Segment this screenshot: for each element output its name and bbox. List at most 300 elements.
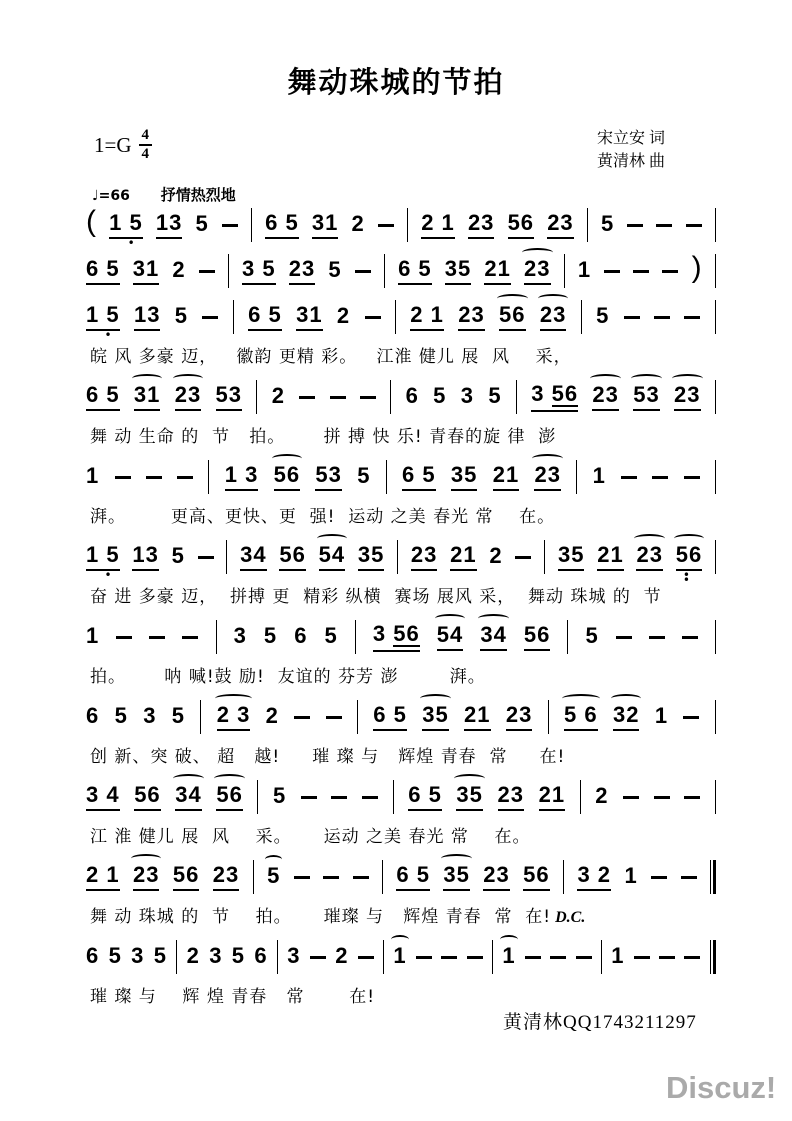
octave-dot: • •: [682, 567, 695, 587]
duration-dash: [301, 796, 317, 799]
note: [335, 942, 349, 970]
barline: [581, 300, 582, 334]
note-digits: 32: [613, 704, 639, 731]
note-digits: 23: [498, 784, 524, 811]
duration-dash: [146, 476, 162, 479]
duration-dash: [616, 636, 632, 639]
slur-arc: [500, 935, 517, 944]
duration-dash: [299, 396, 315, 399]
note: [233, 622, 247, 650]
barline: [715, 540, 716, 574]
note: [531, 380, 579, 412]
note: [489, 542, 503, 570]
note: [155, 209, 183, 239]
barline: [355, 620, 356, 654]
note: [592, 462, 606, 490]
barline: [357, 700, 358, 734]
duration-dash: [576, 956, 592, 959]
note-row: [86, 855, 716, 899]
dc-marking: D.C.: [551, 909, 586, 926]
note: [467, 209, 495, 239]
note: [636, 541, 663, 571]
barline: [382, 860, 383, 894]
barline: [200, 700, 201, 734]
note-digits: 5: [267, 862, 281, 888]
expression-marking: 抒情热烈地: [160, 186, 236, 204]
note-digits: 35: [443, 864, 469, 891]
duration-dash: [682, 636, 698, 639]
note-digits: 21: [484, 258, 510, 285]
note: [336, 302, 351, 330]
note-digits: 5: [585, 622, 599, 648]
duration-dash: [310, 956, 326, 959]
note: [597, 541, 624, 571]
note-digits: 23: [592, 384, 618, 411]
note-digits: 6 5: [396, 864, 430, 891]
barline: [715, 620, 716, 654]
note: [624, 862, 638, 890]
barline: [251, 208, 252, 242]
note-digits: 3 56: [373, 623, 420, 652]
note-digits: 6 5: [86, 258, 120, 285]
duration-dash: [623, 796, 639, 799]
note: [484, 255, 511, 285]
duration-dash: [654, 796, 670, 799]
duration-dash: [294, 876, 310, 879]
duration-dash: [515, 556, 531, 559]
barline: [383, 940, 384, 974]
slur-arc: [634, 534, 664, 543]
note: [497, 781, 524, 811]
note-digits: 6: [86, 942, 100, 968]
note-digits: 5: [153, 942, 167, 968]
song-title: 舞动珠城的节拍: [287, 65, 505, 99]
note-digits: 34: [175, 784, 201, 811]
note: [492, 461, 520, 491]
note-digits: 1: [502, 942, 516, 968]
note: [324, 622, 338, 650]
duration-dash: [294, 716, 310, 719]
note: [373, 701, 407, 731]
slur-arc: [522, 248, 552, 257]
score-line: [86, 615, 716, 695]
note: [240, 541, 267, 571]
note: [134, 781, 161, 811]
note-digits: 3 2: [577, 864, 611, 891]
note-digits: 6: [86, 702, 100, 728]
duration-dash: [686, 224, 702, 227]
note-digits: 56: [524, 624, 550, 651]
lyric-row: 创 新、突 破、 超 越! 璀 璨 与 辉煌 青春 常 在!: [90, 747, 566, 767]
note: [458, 301, 485, 331]
note: [402, 461, 436, 491]
note-digits: 5: [488, 382, 502, 408]
note: [296, 301, 323, 331]
note-digits: 31: [312, 212, 338, 239]
note-digits: 5: [114, 702, 128, 728]
credits: [597, 127, 665, 173]
barline: [256, 380, 257, 414]
barline: [715, 254, 716, 288]
note: [600, 210, 615, 238]
barline: [393, 780, 394, 814]
note-digits: 56: [216, 784, 242, 811]
note-digits: 21: [493, 464, 519, 491]
barline: [397, 540, 398, 574]
duration-dash: [323, 876, 339, 879]
note-digits: 23: [289, 258, 315, 285]
lyricist-credit: 宋立安 词: [597, 130, 666, 147]
note-digits: 1: [611, 942, 625, 968]
note: [450, 541, 477, 571]
note: [483, 861, 510, 891]
parenthesis: (: [86, 205, 96, 238]
note: [215, 381, 243, 411]
note-digits: 53: [315, 464, 341, 491]
note-digits: 6 5: [373, 704, 407, 731]
note-digits: 1: [592, 462, 606, 488]
note-row: [86, 615, 716, 659]
note-digits: 35: [422, 704, 448, 731]
note: [456, 781, 483, 811]
score-line: [86, 855, 716, 935]
note-digits: 3: [143, 702, 157, 728]
note: [393, 942, 407, 970]
note-digits: 23: [636, 544, 662, 571]
note: [523, 621, 551, 651]
lyric-row: 江 淮 健儿 展 风 采。 运动 之美 春光 常 在。: [90, 827, 531, 847]
slur-arc: [674, 534, 704, 543]
note-digits: 56: [499, 304, 525, 331]
barline: [544, 540, 545, 574]
sixteenth-group: 56: [551, 380, 579, 406]
barline: [715, 380, 716, 414]
note: [534, 461, 561, 491]
duration-dash: [360, 396, 376, 399]
note-digits: 5: [171, 702, 186, 728]
note-digits: 6 5: [265, 212, 299, 239]
slur-arc: [454, 774, 484, 783]
note-digits: 2: [351, 210, 365, 236]
barline: [253, 860, 254, 894]
note: [216, 781, 243, 811]
note: [564, 701, 598, 731]
slur-arc: [265, 855, 282, 864]
duration-dash: [633, 270, 649, 273]
note: [318, 541, 346, 571]
note-digits: 1: [393, 942, 407, 968]
duration-dash: [684, 476, 700, 479]
note-digits: 1: [654, 702, 669, 728]
note-digits: 1: [86, 622, 100, 648]
lyric-row: 奋 进 多豪 迈， 拼搏 更 精彩 纵横 赛场 展风 采， 舞动 珠城 的 节: [90, 587, 662, 607]
note-row: [86, 455, 716, 499]
footer-credit: 黄清林QQ1743211297: [503, 1012, 697, 1033]
note-digits: 2: [335, 942, 349, 968]
slur-arc: [391, 935, 408, 944]
slur-arc: [441, 854, 471, 863]
note-digits: 2 3: [217, 704, 251, 731]
note-digits: 2: [172, 256, 186, 282]
score-line: [86, 295, 716, 375]
note-digits: 6: [405, 382, 419, 408]
slur-arc: [214, 774, 244, 783]
duration-dash: [684, 796, 700, 799]
note-digits: 35: [358, 544, 384, 571]
duration-dash: [116, 636, 132, 639]
note-digits: 56: [173, 864, 199, 891]
note-digits: 23: [458, 304, 484, 331]
note: [273, 461, 301, 491]
note-digits: 1 3: [225, 464, 259, 491]
note: [86, 255, 120, 285]
barline: [715, 460, 716, 494]
note-digits: 5: [231, 942, 246, 968]
note-digits: 5: [596, 302, 610, 328]
note-digits: 5: [263, 622, 278, 648]
note-row: [86, 375, 716, 419]
note-digits: 2: [186, 942, 200, 968]
note: [265, 702, 279, 730]
slur-arc: [672, 374, 702, 383]
note-digits: 23: [524, 258, 550, 285]
barline: [228, 254, 229, 288]
note: [133, 861, 160, 891]
score-line: [86, 375, 716, 455]
key-signature: [94, 128, 152, 162]
note-digits: 23: [674, 384, 700, 411]
note-digits: 6: [294, 622, 308, 648]
key-tonic: 1=G: [94, 132, 132, 157]
note-digits: 1: [577, 256, 592, 282]
note: [86, 861, 120, 891]
score-line: [86, 775, 716, 855]
note: [287, 942, 301, 970]
note: [114, 702, 128, 730]
score-line: [86, 203, 716, 249]
note-digits: 1: [86, 462, 100, 488]
note-digits: 2: [265, 702, 279, 728]
duration-dash: [330, 396, 346, 399]
note-digits: 13: [156, 212, 182, 239]
score-line: [86, 455, 716, 535]
note-digits: 2 1: [421, 212, 455, 239]
duration-dash: [662, 270, 678, 273]
note: [523, 861, 550, 891]
note: [480, 621, 507, 651]
note-digits: 23: [534, 464, 560, 491]
note-digits: 56: [523, 864, 549, 891]
duration-dash: [651, 876, 667, 879]
note-digits: 1 5: [86, 304, 120, 331]
note: [86, 781, 120, 811]
note: [254, 942, 268, 970]
meter-bottom: 4: [141, 146, 150, 162]
score-line: [86, 695, 716, 775]
note-digits: 35: [558, 544, 584, 571]
note-digits: 3: [209, 942, 223, 968]
note-digits: 5: [195, 210, 209, 236]
barline: [715, 208, 716, 242]
note: [436, 621, 464, 651]
note: [464, 701, 491, 731]
note-digits: 5: [433, 382, 447, 408]
note-digits: 2 1: [410, 304, 444, 331]
note-digits: 5: [174, 302, 189, 328]
slur-arc: [132, 374, 162, 383]
note: [175, 781, 202, 811]
barline: [548, 700, 549, 734]
barline: [208, 460, 209, 494]
note: [505, 701, 533, 731]
duration-dash: [441, 956, 457, 959]
barline: [492, 940, 493, 974]
note-digits: 3 56: [531, 383, 578, 412]
note: [186, 942, 200, 970]
barline: [567, 620, 568, 654]
note-digits: 34: [480, 624, 506, 651]
barline: [395, 300, 396, 334]
note-digits: 23: [547, 212, 573, 239]
note: [422, 701, 449, 731]
note-digits: 5: [328, 256, 342, 282]
note: [405, 382, 419, 410]
note-digits: 13: [132, 544, 158, 571]
note: [86, 942, 100, 970]
barline: [386, 460, 387, 494]
barline: [715, 700, 716, 734]
note: [271, 382, 285, 410]
duration-dash: [199, 270, 215, 273]
octave-dot: •: [104, 567, 117, 582]
note: [357, 541, 385, 571]
note-digits: 23: [506, 704, 532, 731]
duration-dash: [654, 316, 670, 319]
note-digits: 21: [539, 784, 565, 811]
note-digits: 2 1: [86, 864, 120, 891]
note: [265, 209, 299, 239]
note-digits: 23: [411, 544, 437, 571]
note-row: [86, 249, 716, 293]
duration-dash: [326, 716, 342, 719]
barline: [563, 860, 564, 894]
note: [460, 382, 474, 410]
note: [86, 462, 100, 490]
final-barline: [710, 860, 716, 894]
duration-dash: [202, 316, 218, 319]
note: [398, 255, 432, 285]
note-digits: 1 5: [109, 212, 143, 239]
note: [231, 942, 246, 970]
note: [171, 542, 185, 570]
note: [577, 861, 612, 891]
note: [539, 301, 567, 331]
tempo-marking: [92, 184, 236, 205]
note: [502, 942, 516, 970]
note: [174, 302, 189, 330]
note: [195, 210, 209, 238]
note: [133, 301, 161, 331]
note-digits: 6 5: [402, 464, 436, 491]
score: [86, 203, 716, 1015]
barline: [407, 208, 408, 242]
barline: [576, 460, 577, 494]
slur-arc: [420, 694, 450, 703]
note-digits: 21: [450, 544, 476, 571]
duration-dash: [525, 956, 541, 959]
barline: [257, 780, 258, 814]
note: [328, 256, 342, 284]
duration-dash: [681, 876, 697, 879]
barline: [715, 780, 716, 814]
note: [488, 382, 502, 410]
note: [524, 255, 551, 285]
note: [133, 381, 161, 411]
note-row: [86, 775, 716, 819]
note: [172, 861, 200, 891]
note: [86, 622, 100, 650]
note-digits: 3: [131, 942, 145, 968]
lyric-row: 舞 动 珠城 的 节 拍。 璀璨 与 辉煌 青春 常 在! D.C.: [90, 907, 586, 927]
note: [633, 381, 660, 411]
note: [108, 942, 122, 970]
octave-dot: •: [127, 235, 140, 250]
note: [86, 541, 120, 582]
note: [143, 702, 157, 730]
duration-dash: [656, 224, 672, 227]
note: [263, 622, 278, 650]
note-digits: 56: [279, 544, 305, 571]
note-digits: 2: [595, 782, 609, 808]
note: [311, 209, 339, 239]
note: [86, 301, 120, 342]
duration-dash: [621, 476, 637, 479]
note-digits: 5: [273, 782, 287, 808]
note-digits: 23: [540, 304, 566, 331]
note: [315, 461, 342, 491]
duration-dash: [198, 556, 214, 559]
note-digits: 3: [460, 382, 474, 408]
note: [396, 861, 430, 891]
note-digits: 54: [319, 544, 345, 571]
note-digits: 31: [134, 384, 160, 411]
note-row: [86, 295, 716, 342]
duration-dash: [649, 636, 665, 639]
duration-dash: [659, 956, 675, 959]
note: [172, 256, 186, 284]
slur-arc: [131, 854, 161, 863]
note: [267, 862, 281, 890]
note: [212, 861, 240, 891]
note-digits: 53: [633, 384, 659, 411]
note: [654, 702, 669, 730]
note: [242, 255, 276, 285]
note-digits: 6: [254, 942, 268, 968]
duration-dash: [467, 956, 483, 959]
slur-arc: [611, 694, 641, 703]
note: [592, 381, 619, 411]
note: [585, 622, 599, 650]
note-digits: 5: [324, 622, 338, 648]
tempo-mark: ♩=66: [92, 188, 130, 204]
parenthesis: ): [691, 251, 702, 284]
note: [273, 782, 287, 810]
barline: [277, 940, 278, 974]
meter-top: 4: [139, 128, 153, 146]
duration-dash: [182, 636, 198, 639]
lyric-row: 璀 璨 与 辉 煌 青春 常 在!: [90, 987, 376, 1007]
barline: [176, 940, 177, 974]
